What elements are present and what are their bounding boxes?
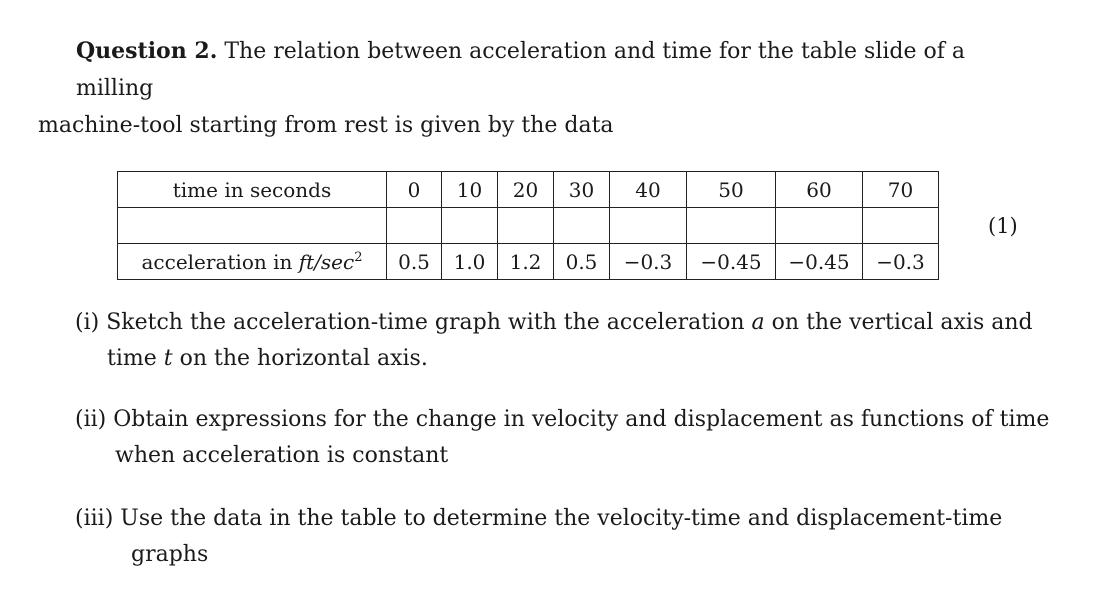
empty-cell <box>610 208 687 244</box>
part-text: graphs <box>131 542 209 567</box>
acceleration-row <box>118 244 939 280</box>
part-marker: (i) <box>75 310 100 335</box>
time-cell: 70 <box>863 172 939 208</box>
empty-row <box>118 208 939 244</box>
time-cell: 10 <box>442 172 498 208</box>
empty-cell <box>498 208 554 244</box>
part-text: on the vertical axis and <box>771 310 1033 335</box>
part-text: time <box>107 346 157 371</box>
acceleration-cell: −0.3 <box>610 244 687 280</box>
time-cell: 30 <box>554 172 610 208</box>
part-marker: (ii) <box>75 407 107 432</box>
data-table <box>117 171 939 280</box>
question-label: Question 2. <box>76 38 218 64</box>
part-iii <box>75 501 1002 573</box>
empty-cell <box>554 208 610 244</box>
acceleration-unit-exponent: 2 <box>354 249 363 265</box>
variable-t: t <box>163 346 173 371</box>
equation-number: (1) <box>988 214 1018 238</box>
acceleration-cell: 1.0 <box>442 244 498 280</box>
empty-cell <box>442 208 498 244</box>
acceleration-cell: 1.2 <box>498 244 554 280</box>
time-cell: 0 <box>387 172 442 208</box>
time-row <box>118 172 939 208</box>
acceleration-cell: 0.5 <box>554 244 610 280</box>
question-text-line-1: The relation between acceleration and time for the table slide of a milling <box>76 39 965 101</box>
time-cell: 50 <box>687 172 776 208</box>
question-line-1 <box>38 33 1038 107</box>
variable-a: a <box>751 310 765 335</box>
empty-cell <box>687 208 776 244</box>
empty-cell <box>118 208 387 244</box>
acceleration-cell: −0.45 <box>776 244 863 280</box>
acceleration-unit: ft/sec <box>298 249 355 274</box>
empty-cell <box>776 208 863 244</box>
acceleration-cell: −0.3 <box>863 244 939 280</box>
empty-cell <box>863 208 939 244</box>
acceleration-cell: −0.45 <box>687 244 776 280</box>
part-i <box>75 305 1033 377</box>
time-cell: 20 <box>498 172 554 208</box>
question-intro <box>38 33 1038 144</box>
acceleration-header-text: acceleration in <box>141 249 299 274</box>
empty-cell <box>387 208 442 244</box>
acceleration-header-cell <box>118 244 387 280</box>
acceleration-cell: 0.5 <box>387 244 442 280</box>
time-header-cell: time in seconds <box>118 172 387 208</box>
part-text: Sketch the acceleration-time graph with the acceleration <box>106 310 745 335</box>
part-text: on the horizontal axis. <box>179 346 428 371</box>
question-text-line-2: machine-tool starting from rest is given by the data <box>38 113 614 138</box>
time-cell: 60 <box>776 172 863 208</box>
part-text: Use the data in the table to determine the velocity-time and displacement-time <box>120 506 1003 531</box>
time-cell: 40 <box>610 172 687 208</box>
part-ii <box>75 402 1049 474</box>
part-text: Obtain expressions for the change in velocity and displacement as functions of time <box>113 407 1050 432</box>
part-marker: (iii) <box>75 506 114 531</box>
part-text: when acceleration is constant <box>115 443 449 468</box>
